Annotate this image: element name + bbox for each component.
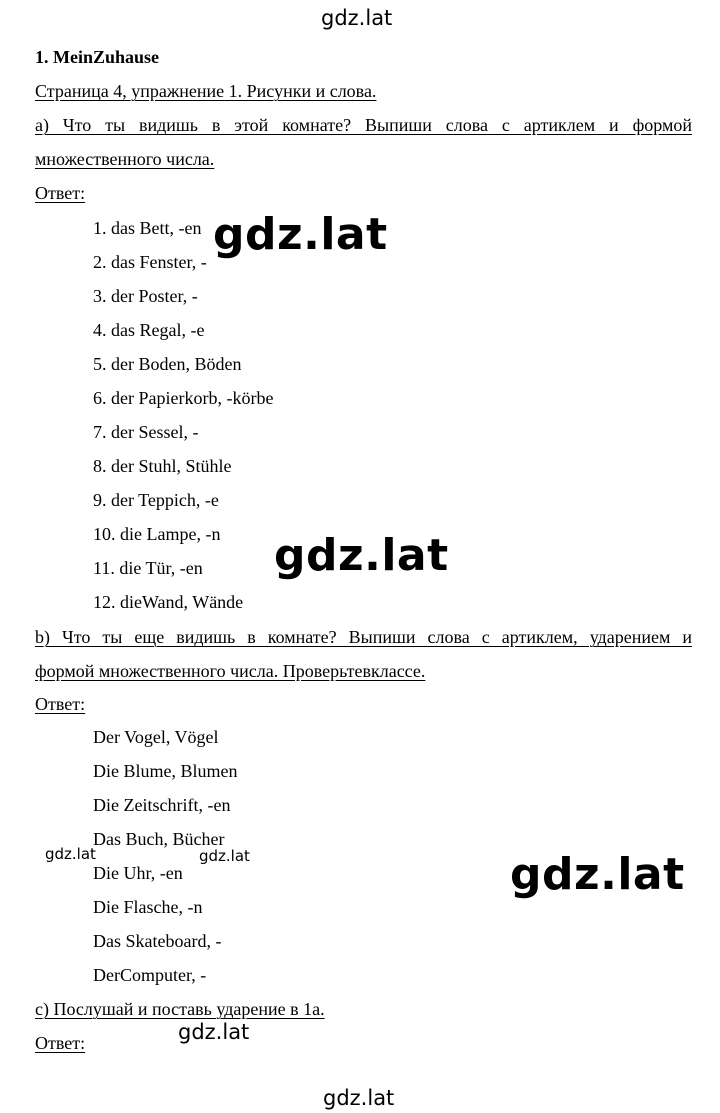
list-item: 2. das Fenster, - xyxy=(93,252,207,272)
list-item: Die Blume, Blumen xyxy=(93,761,238,781)
watermark-large-3: gdz.lat xyxy=(510,849,685,900)
list-item: Das Buch, Bücher xyxy=(93,829,225,849)
list-item: 1. das Bett, -en xyxy=(93,218,202,238)
task-a-question-line2: множественного числа. xyxy=(35,149,215,169)
watermark-top: gdz.lat xyxy=(321,6,393,30)
list-item: Der Vogel, Vögel xyxy=(93,727,219,747)
list-item: DerComputer, - xyxy=(93,965,207,985)
list-item: 6. der Papierkorb, -körbe xyxy=(93,388,274,408)
page-reference: Страница 4, упражнение 1. Рисунки и слова. xyxy=(35,81,377,101)
section-title: 1. MeinZuhause xyxy=(35,47,160,67)
list-item: 8. der Stuhl, Stühle xyxy=(93,456,232,476)
task-a-question-line1: a) Что ты видишь в этой комнате? Выпиши слова с артиклем и формой xyxy=(35,115,692,135)
task-a-answer-label: Ответ: xyxy=(35,183,86,203)
task-c-answer-label: Ответ: xyxy=(35,1033,86,1053)
list-item: 4. das Regal, -e xyxy=(93,320,205,340)
list-item: Die Uhr, -en xyxy=(93,863,183,883)
task-b-answer-label: Ответ: xyxy=(35,694,86,714)
list-item: 3. der Poster, - xyxy=(93,286,198,306)
watermark-above-answer-c: gdz.lat xyxy=(178,1020,250,1044)
list-item: 5. der Boden, Böden xyxy=(93,354,242,374)
task-b-question-line1: b) Что ты еще видишь в комнате? Выпиши слова с артиклем, ударением и xyxy=(35,627,692,647)
task-c-question: c) Послушай и поставь ударение в 1a. xyxy=(35,999,325,1019)
watermark-small-mid: gdz.lat xyxy=(199,847,250,865)
watermark-large-1: gdz.lat xyxy=(213,209,388,260)
list-item: 11. die Tür, -en xyxy=(93,558,203,578)
list-item: 7. der Sessel, - xyxy=(93,422,199,442)
list-item: Das Skateboard, - xyxy=(93,931,222,951)
list-item: Die Zeitschrift, -en xyxy=(93,795,231,815)
list-item: Die Flasche, -n xyxy=(93,897,203,917)
task-b-question-line2: формой множественного числа. Проверьтевклассе. xyxy=(35,661,426,681)
list-item: 12. dieWand, Wände xyxy=(93,592,244,612)
list-item: 10. die Lampe, -n xyxy=(93,524,221,544)
watermark-large-2: gdz.lat xyxy=(274,530,449,581)
watermark-bottom: gdz.lat xyxy=(323,1086,395,1110)
watermark-small-left: gdz.lat xyxy=(45,845,96,863)
list-item: 9. der Teppich, -e xyxy=(93,490,219,510)
